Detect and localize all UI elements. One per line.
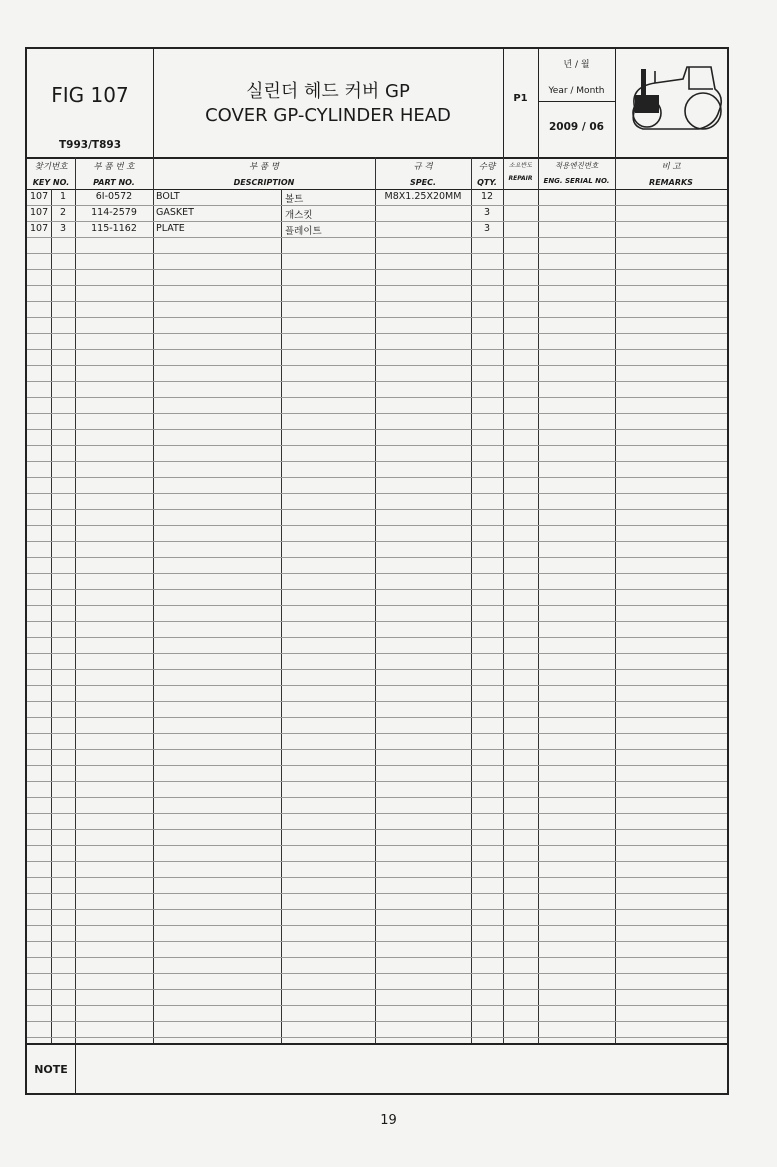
col-repair <box>503 157 538 189</box>
row-rule <box>27 685 727 686</box>
row-rule <box>27 301 727 302</box>
parts-sheet <box>25 47 729 1095</box>
row-desc-ko: 개스킷 <box>285 210 313 221</box>
note-label: NOTE <box>34 1063 68 1076</box>
table-row <box>27 221 727 237</box>
row-rule <box>27 429 727 430</box>
row-key: 1 <box>60 191 67 202</box>
note-area <box>27 1043 727 1095</box>
col-part-ko: 부 품 번 호 <box>93 162 135 172</box>
row-rule <box>27 509 727 510</box>
col-qty <box>471 157 503 189</box>
col-repair-ko: 소요반도 <box>508 162 533 169</box>
row-qty: 3 <box>483 223 491 234</box>
row-rule <box>27 317 727 318</box>
table-row <box>27 205 727 221</box>
year-month-cell <box>538 49 616 157</box>
col-remarks <box>615 157 727 189</box>
title-cell <box>153 49 504 157</box>
col-desc <box>153 157 375 189</box>
row-rule <box>27 589 727 590</box>
row-rule <box>27 221 727 222</box>
row-rule <box>27 381 727 382</box>
row-rule <box>27 605 727 606</box>
row-qty: 12 <box>480 191 494 202</box>
col-key-ko: 찾기번호 <box>34 162 68 172</box>
row-part-no: 115-1162 <box>91 223 137 234</box>
divider <box>538 101 615 102</box>
col-key-en: KEY NO. <box>32 178 70 187</box>
row-desc-en: BOLT <box>156 191 180 202</box>
row-rule <box>27 941 727 942</box>
note-label-cell <box>27 1045 76 1095</box>
row-rule <box>27 1037 727 1038</box>
model-number: T993/T893 <box>59 139 121 151</box>
row-rule <box>27 925 727 926</box>
sheet-header <box>27 49 727 159</box>
row-rule <box>27 717 727 718</box>
row-rule <box>27 733 727 734</box>
row-rule <box>27 669 727 670</box>
col-spec-en: SPEC. <box>410 178 436 187</box>
row-rule <box>27 957 727 958</box>
col-part <box>75 157 153 189</box>
year-month-label-en: Year / Month <box>548 86 605 96</box>
row-desc-ko: 플레이트 <box>285 226 322 237</box>
row-rule <box>27 205 727 206</box>
row-rule <box>27 413 727 414</box>
row-rule <box>27 237 727 238</box>
table-row <box>27 189 727 205</box>
row-rule <box>27 525 727 526</box>
row-rule <box>27 845 727 846</box>
row-figure: 107 <box>30 223 49 234</box>
title-korean: 실린더 헤드 커버 GP <box>246 81 410 102</box>
row-key: 2 <box>60 207 67 218</box>
col-remarks-en: REMARKS <box>649 178 693 187</box>
row-rule <box>27 781 727 782</box>
col-qty-en: QTY. <box>477 178 497 187</box>
row-spec: M8X1.25X20MM <box>384 191 462 202</box>
col-serial-ko: 적용엔진번호 <box>554 161 599 170</box>
col-spec <box>375 157 471 189</box>
row-desc-ko: 볼트 <box>285 194 304 205</box>
row-rule <box>27 541 727 542</box>
col-key <box>27 157 75 189</box>
row-rule <box>27 621 727 622</box>
row-rule <box>27 749 727 750</box>
col-spec-ko: 규 격 <box>413 162 433 172</box>
col-qty-ko: 수량 <box>478 162 496 172</box>
row-desc-en: GASKET <box>156 207 194 218</box>
year-month-label-ko: 년 / 월 <box>563 60 590 70</box>
row-rule <box>27 877 727 878</box>
col-part-en: PART NO. <box>93 178 135 187</box>
col-serial <box>538 157 615 189</box>
row-rule <box>27 1005 727 1006</box>
row-key: 3 <box>60 223 67 234</box>
row-rule <box>27 285 727 286</box>
row-part-no: 114-2579 <box>91 207 137 218</box>
row-rule <box>27 989 727 990</box>
row-rule <box>27 909 727 910</box>
page-code-cell <box>503 49 539 157</box>
row-rule <box>27 365 727 366</box>
row-part-no: 6I-0572 <box>95 191 133 202</box>
figure-number: FIG 107 <box>51 83 129 107</box>
title-english: COVER GP-CYLINDER HEAD <box>205 105 451 126</box>
row-rule <box>27 893 727 894</box>
row-desc-en: PLATE <box>156 223 185 234</box>
row-rule <box>27 829 727 830</box>
row-rule <box>27 861 727 862</box>
row-rule <box>27 557 727 558</box>
row-figure: 107 <box>30 207 49 218</box>
figure-cell <box>27 49 154 157</box>
col-desc-ko: 부 품 명 <box>248 162 280 172</box>
row-rule <box>27 269 727 270</box>
row-rule <box>27 253 727 254</box>
row-rule <box>27 653 727 654</box>
column-header-row <box>27 157 727 190</box>
row-rule <box>27 461 727 462</box>
col-repair-en: REPAIR <box>508 175 533 182</box>
row-rule <box>27 397 727 398</box>
row-rule <box>27 493 727 494</box>
row-rule <box>27 1021 727 1022</box>
row-rule <box>27 573 727 574</box>
row-rule <box>27 701 727 702</box>
col-remarks-ko: 비 고 <box>661 162 681 172</box>
parts-table-body <box>27 189 727 1043</box>
col-serial-en: ENG. SERIAL NO. <box>543 177 610 185</box>
row-rule <box>27 637 727 638</box>
row-figure: 107 <box>30 191 49 202</box>
row-rule <box>27 813 727 814</box>
row-qty: 3 <box>483 207 491 218</box>
row-rule <box>27 973 727 974</box>
row-rule <box>27 797 727 798</box>
year-month-value: 2009 / 06 <box>549 121 604 133</box>
row-rule <box>27 333 727 334</box>
row-rule <box>27 349 727 350</box>
row-rule <box>27 445 727 446</box>
page-number: 19 <box>380 1113 397 1128</box>
page-code: P1 <box>513 93 528 104</box>
tractor-icon <box>615 49 727 157</box>
row-rule <box>27 477 727 478</box>
row-rule <box>27 765 727 766</box>
col-desc-en: DESCRIPTION <box>233 178 295 187</box>
